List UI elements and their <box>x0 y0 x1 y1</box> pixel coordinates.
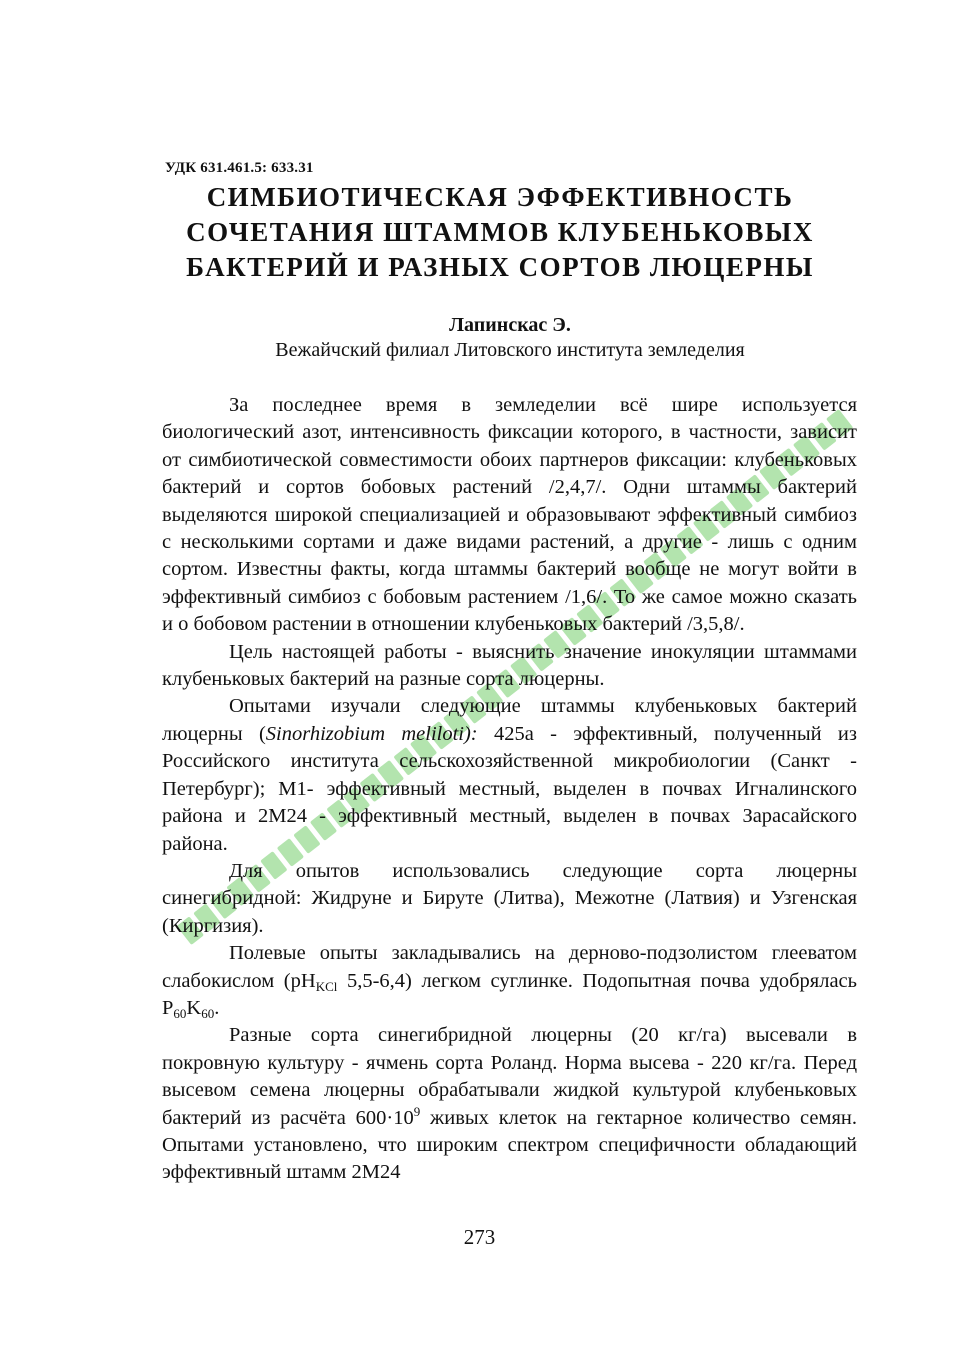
paragraph-aim: Цель настоящей работы - выяснить значение инокуляции штаммами клубеньковых бактерий на разные сорта люцерны. <box>162 640 857 691</box>
strains-text-b: 425а - эффективный, полученный из Российского института сельскохозяйственной микробиологии (Санкт - Петербург); М1- эффективный местный, выделен в почвах Игналинского района и 2М24 - эффективный местный, выделен в почвах Зарасайского района. <box>162 722 857 855</box>
exponent-superscript: 9 <box>413 1103 421 1119</box>
author-affiliation: Вежайчский филиал Литовского института земледелия <box>275 339 745 361</box>
potassium-symbol: K <box>186 996 202 1019</box>
paragraph-varieties: Для опытов использовались следующие сорта люцерны синегибридной: Жидруне и Бируте (Литва), Межотне (Латвия) и Узгенская (Киргизия). <box>162 859 857 937</box>
title-line-3: БАКТЕРИЙ И РАЗНЫХ СОРТОВ ЛЮЦЕРНЫ <box>186 252 814 282</box>
kcl-subscript: KCl <box>315 978 338 994</box>
title-line-1: СИМБИОТИЧЕСКАЯ ЭФФЕКТИВНОСТЬ <box>206 182 794 212</box>
article-title <box>150 180 850 285</box>
page-number: 273 <box>463 1225 496 1249</box>
paragraph-strains <box>162 693 857 857</box>
udc-code: УДК 631.461.5: 633.31 <box>165 160 314 176</box>
sowing-text-b: живых клеток на гектарное количество семян. Опытами установлено, что широким спектром специфичности обладающий эффективный штамм 2М24 <box>162 1106 857 1184</box>
paragraph-sowing <box>162 1022 857 1186</box>
soil-text-end: . <box>214 996 220 1019</box>
k60-subscript: 60 <box>201 1005 215 1021</box>
author-name: Лапинскас Э. <box>449 314 571 336</box>
p60-subscript: 60 <box>173 1005 187 1021</box>
species-name: Sinorhizobium meliloti): <box>265 722 478 745</box>
sowing-text-a: Разные сорта синегибридной люцерны (20 кг/га) высевали в покровную культуру - ячмень сорта Роланд. Норма высева - 220 кг/га. Перед высевом семена люцерны обрабатывали жидкой культурой клубеньковых бактерий из расчёта 600·10 <box>162 1024 857 1129</box>
strains-text-a: Опытами изучали следующие штаммы клубеньковых бактерий люцерны ( <box>162 695 857 745</box>
soil-text-b: 5,5-6,4) легком суглинке. Подопытная почва удобрялась P <box>162 969 857 1019</box>
paragraph-soil <box>162 940 857 1022</box>
paragraph-intro: За последнее время в земледелии всё шире используется биологический азот, интенсивность фиксации которого, в частности, зависит от симбиотической совместимости обоих партнеров фиксации: клубеньковых бактерий и сортов бобовых растений /2,4,7/. Одни штаммы бактерий выделяются широкой специализацией и образовывают эффективный симбиоз с несколькими сортами и даже видами растений, а другие - лишь с одним сортом. Известны факты, когда штаммы бактерий вообще не могут войти в эффективный симбиоз с бобовым растением /1,6/. То же самое можно сказать и о бобовом растении в отношении клубеньковых бактерий /3,5,8/. <box>162 394 857 636</box>
title-line-2: СОЧЕТАНИЯ ШТАММОВ КЛУБЕНЬКОВЫХ <box>186 217 814 247</box>
article-body <box>162 392 857 1187</box>
soil-text-a: Полевые опыты закладывались на дерново-подзолистом глееватом слабокислом (рН <box>162 942 857 992</box>
